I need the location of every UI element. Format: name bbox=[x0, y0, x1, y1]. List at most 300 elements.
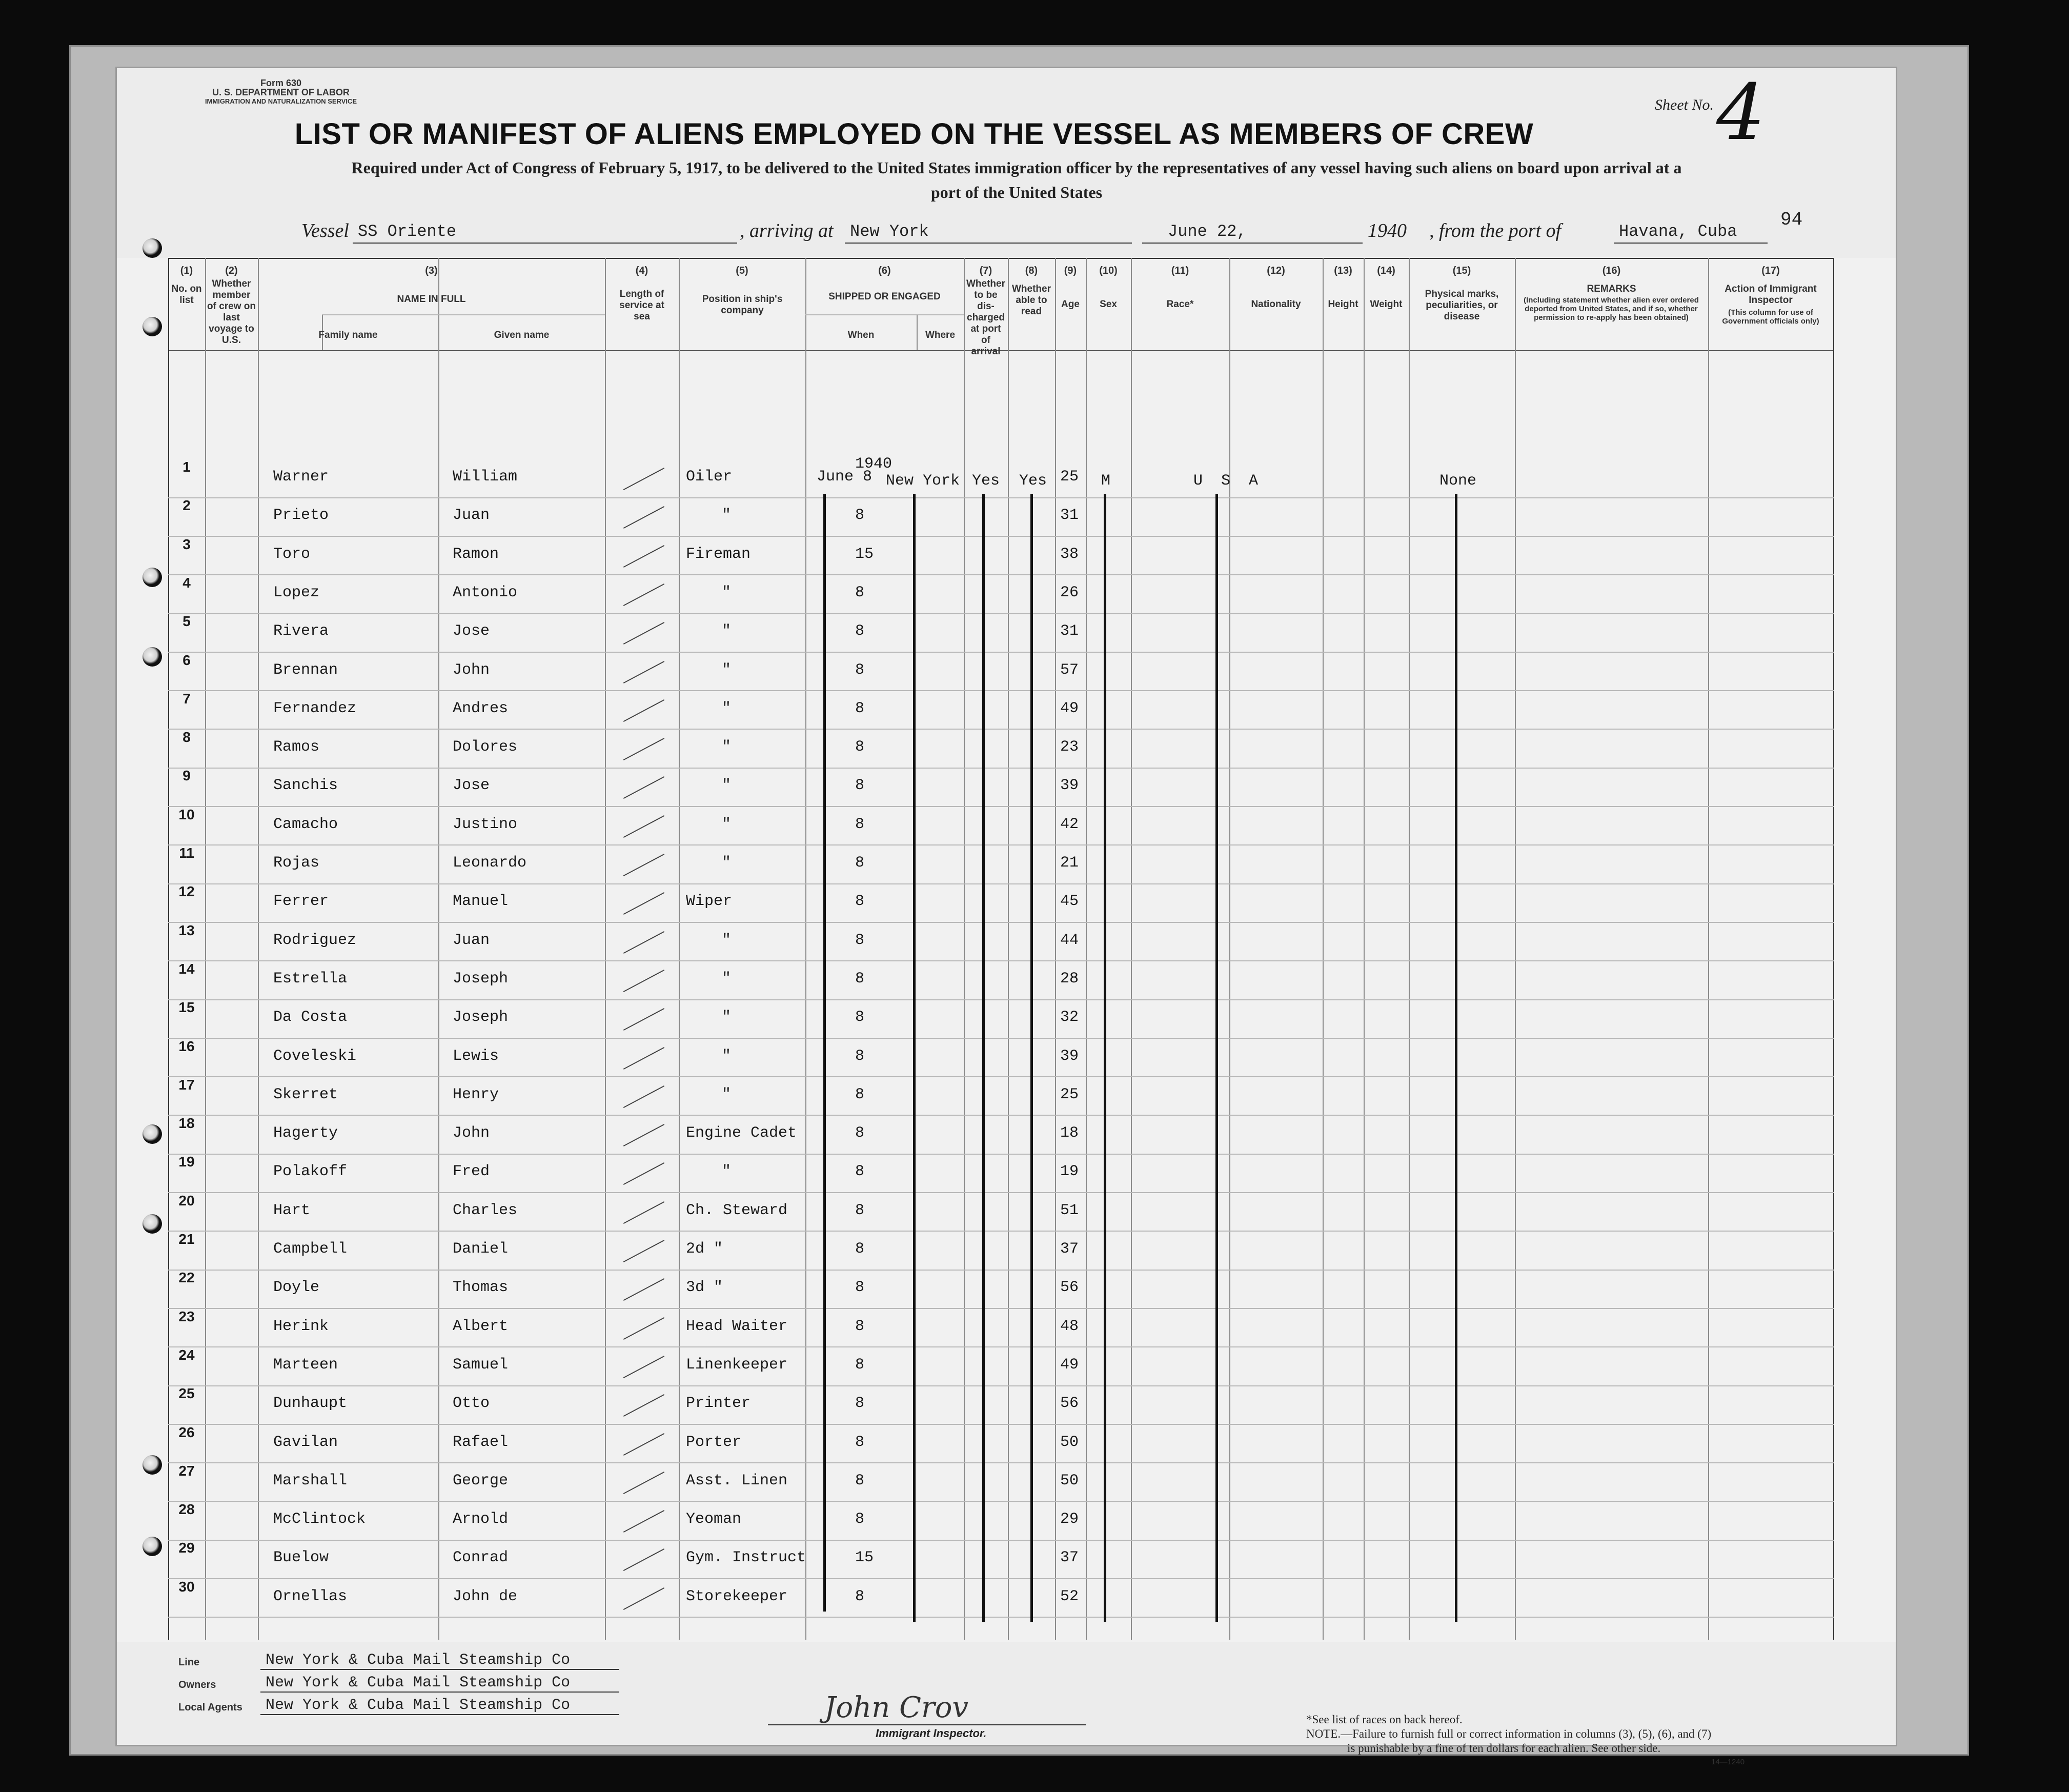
row-rule bbox=[168, 1308, 1834, 1309]
row-number: 6 bbox=[182, 652, 191, 668]
table-top-rule bbox=[168, 258, 1834, 259]
age: 37 bbox=[1060, 1549, 1079, 1567]
row-number: 26 bbox=[178, 1424, 195, 1440]
row-number: 25 bbox=[178, 1385, 195, 1402]
row-number: 16 bbox=[178, 1038, 195, 1054]
shipped-when: 8 bbox=[855, 661, 865, 679]
family-name: Rojas bbox=[273, 854, 320, 872]
shipped-when: 8 bbox=[855, 893, 865, 911]
page-number: 94 bbox=[1780, 209, 1803, 230]
col-17-label: Action of Immigrant Inspector bbox=[1725, 284, 1817, 306]
given-name: Ramon bbox=[453, 545, 499, 563]
family-name: Ramos bbox=[273, 738, 320, 756]
given-name: Lewis bbox=[453, 1047, 499, 1065]
binder-ring bbox=[143, 568, 162, 587]
position: Storekeeper bbox=[686, 1587, 788, 1605]
ditto-line-when bbox=[823, 494, 826, 1612]
penalty-note-1: NOTE.—Failure to furnish full or correct information in columns (3), (5), (6), and (7) bbox=[1306, 1727, 1712, 1740]
given-name: Jose bbox=[453, 777, 490, 795]
col-border bbox=[1364, 258, 1365, 1640]
given-name: Joseph bbox=[453, 970, 509, 988]
row-rule bbox=[168, 613, 1834, 614]
service-slash-mark bbox=[623, 506, 664, 529]
service-slash-mark bbox=[623, 1240, 664, 1262]
col-14-num: (14) bbox=[1377, 265, 1395, 276]
family-name: Estrella bbox=[273, 970, 348, 988]
shipped-when: 8 bbox=[855, 854, 865, 872]
shipped-when: 8 bbox=[855, 622, 865, 640]
row-rule bbox=[168, 1231, 1834, 1232]
given-name: Fred bbox=[453, 1163, 490, 1181]
given-name: Conrad bbox=[453, 1549, 509, 1567]
shipped-when: 8 bbox=[855, 1124, 865, 1142]
row-number: 7 bbox=[182, 690, 191, 707]
col-5-num: (5) bbox=[736, 265, 748, 276]
position: " bbox=[722, 931, 732, 949]
row-rule bbox=[168, 536, 1834, 537]
owners-label: Owners bbox=[178, 1679, 216, 1690]
shipped-when: 8 bbox=[855, 1085, 865, 1103]
department: U. S. DEPARTMENT OF LABOR bbox=[212, 87, 350, 97]
service-slash-mark bbox=[623, 622, 664, 645]
service-slash-mark bbox=[623, 1472, 664, 1494]
shipped-when: 8 bbox=[855, 815, 865, 833]
ditto-line-sex bbox=[1104, 494, 1106, 1622]
age: 44 bbox=[1060, 931, 1079, 949]
row-rule bbox=[168, 1346, 1834, 1347]
col-11-label: Race* bbox=[1166, 299, 1194, 310]
service-slash-mark bbox=[623, 1162, 664, 1185]
age: 25 bbox=[1060, 1085, 1079, 1103]
age: 26 bbox=[1060, 583, 1079, 601]
age: 38 bbox=[1060, 545, 1079, 563]
row-rule bbox=[168, 960, 1834, 961]
row-number: 23 bbox=[178, 1308, 195, 1324]
family-name: Ferrer bbox=[273, 893, 329, 911]
binder-ring bbox=[143, 647, 162, 667]
family-name: Polakoff bbox=[273, 1163, 348, 1181]
row-rule bbox=[168, 1578, 1834, 1579]
page-title: LIST OR MANIFEST OF ALIENS EMPLOYED ON THE VESSEL AS MEMBERS OF CREW bbox=[294, 117, 1534, 151]
position: " bbox=[722, 1009, 732, 1026]
given-name: Arnold bbox=[453, 1511, 509, 1528]
owners-rule bbox=[260, 1692, 619, 1693]
from-label: , from the port of bbox=[1429, 220, 1561, 241]
given-name: Otto bbox=[453, 1395, 490, 1413]
col-10-label: Sex bbox=[1100, 299, 1117, 310]
shipped-when: 8 bbox=[855, 1009, 865, 1026]
col-12-label: Nationality bbox=[1251, 299, 1301, 310]
row-rule bbox=[168, 497, 1834, 498]
given-name: Samuel bbox=[453, 1356, 509, 1374]
row-rule bbox=[168, 883, 1834, 884]
shipped-when: 8 bbox=[855, 1047, 865, 1065]
col-border bbox=[1131, 258, 1132, 1640]
form-code: 14—1240 bbox=[1711, 1758, 1745, 1766]
col-16-num: (16) bbox=[1602, 265, 1621, 276]
col-8-num: (8) bbox=[1025, 265, 1038, 276]
given-name: John bbox=[453, 661, 490, 679]
service-slash-mark bbox=[623, 1587, 664, 1610]
service-slash-mark bbox=[623, 545, 664, 568]
given-name: Dolores bbox=[453, 738, 518, 756]
given-name: Albert bbox=[453, 1317, 509, 1335]
position: " bbox=[722, 661, 732, 679]
shipped-when: 8 bbox=[855, 1356, 865, 1374]
age: 18 bbox=[1060, 1124, 1079, 1142]
col-16-label: REMARKS bbox=[1587, 284, 1636, 294]
vessel-name: SS Oriente bbox=[358, 222, 457, 241]
col-10-num: (10) bbox=[1099, 265, 1118, 276]
family-name: Campbell bbox=[273, 1240, 348, 1258]
row-rule bbox=[168, 1540, 1834, 1541]
position: Ch. Steward bbox=[686, 1201, 788, 1219]
family-name: Ornellas bbox=[273, 1587, 348, 1605]
given-name: William bbox=[453, 468, 518, 486]
family-name: Gavilan bbox=[273, 1433, 338, 1451]
family-name: Warner bbox=[273, 468, 329, 486]
row-number: 1 bbox=[182, 459, 191, 475]
position: Head Waiter bbox=[686, 1317, 788, 1335]
service-slash-mark bbox=[623, 1356, 664, 1378]
sex-value: M bbox=[1101, 472, 1111, 490]
col-border bbox=[1229, 258, 1230, 1640]
manifest-sheet bbox=[115, 67, 1897, 1766]
row-number: 30 bbox=[178, 1578, 195, 1595]
service-slash-mark bbox=[623, 1201, 664, 1224]
position: " bbox=[722, 1085, 732, 1103]
family-name: Rodriguez bbox=[273, 931, 357, 949]
family-name: Lopez bbox=[273, 583, 320, 601]
age: 39 bbox=[1060, 777, 1079, 795]
family-name: Skerret bbox=[273, 1085, 338, 1103]
row-number: 12 bbox=[178, 883, 195, 900]
shipped-when: 8 bbox=[855, 1279, 865, 1297]
row-rule bbox=[168, 999, 1834, 1000]
row-number: 9 bbox=[182, 768, 191, 784]
family-name: Dunhaupt bbox=[273, 1395, 348, 1413]
arriving-label: , arriving at bbox=[740, 220, 834, 241]
position: Porter bbox=[686, 1433, 742, 1451]
col-13-num: (13) bbox=[1334, 265, 1352, 276]
family-name: Hart bbox=[273, 1201, 311, 1219]
age: 21 bbox=[1060, 854, 1079, 872]
position: " bbox=[722, 854, 732, 872]
position: " bbox=[722, 815, 732, 833]
when-header: When bbox=[847, 330, 875, 340]
col-border bbox=[1323, 258, 1324, 1640]
col-5-label: Position in ship's company bbox=[702, 294, 783, 316]
col-border bbox=[1833, 258, 1834, 1640]
service-slash-mark bbox=[623, 699, 664, 722]
row-number: 8 bbox=[182, 729, 191, 746]
col-2-num: (2) bbox=[225, 265, 238, 276]
given-name: Rafael bbox=[453, 1433, 509, 1451]
service-slash-mark bbox=[623, 1124, 664, 1146]
shipped-when: 8 bbox=[855, 699, 865, 717]
service-slash-mark bbox=[623, 738, 664, 760]
service-slash-mark bbox=[623, 854, 664, 876]
race-nationality-value: U S A bbox=[1193, 472, 1259, 490]
col-border bbox=[605, 258, 606, 1640]
shipped-when: 8 bbox=[855, 1433, 865, 1451]
shipped-year: 1940 bbox=[855, 455, 892, 473]
ditto-line-race bbox=[1215, 494, 1218, 1622]
age: 42 bbox=[1060, 815, 1079, 833]
service-slash-mark bbox=[623, 1085, 664, 1108]
age: 25 bbox=[1060, 468, 1079, 486]
age: 49 bbox=[1060, 1356, 1079, 1374]
given-name-header: Given name bbox=[494, 330, 550, 340]
shipped-when: 8 bbox=[855, 1201, 865, 1219]
service-slash-mark bbox=[623, 468, 664, 490]
service-slash-mark bbox=[623, 1317, 664, 1340]
service-slash-mark bbox=[623, 660, 664, 683]
given-name: Charles bbox=[453, 1201, 518, 1219]
position: Oiler bbox=[686, 468, 733, 486]
row-rule bbox=[168, 729, 1834, 730]
col-6-label: SHIPPED OR ENGAGED bbox=[828, 291, 941, 302]
age: 56 bbox=[1060, 1279, 1079, 1297]
service-slash-mark bbox=[623, 931, 664, 954]
signature-rule bbox=[768, 1724, 1086, 1725]
row-number: 18 bbox=[178, 1115, 195, 1132]
service-slash-mark bbox=[623, 1548, 664, 1571]
row-rule bbox=[168, 922, 1834, 923]
row-rule bbox=[168, 768, 1834, 769]
remarks-note: (Including statement whether alien ever ordered deported from United States, and if so, whether permission to re-apply has been obtained) bbox=[1524, 296, 1699, 322]
service-slash-mark bbox=[623, 892, 664, 915]
row-number: 29 bbox=[178, 1540, 195, 1556]
subheader-rule bbox=[805, 314, 964, 315]
age: 56 bbox=[1060, 1395, 1079, 1413]
service-slash-mark bbox=[623, 776, 664, 799]
position: Engine Cadet bbox=[686, 1124, 797, 1142]
row-rule bbox=[168, 652, 1834, 653]
shipped-when: 8 bbox=[855, 1511, 865, 1528]
col-border bbox=[679, 258, 680, 1640]
row-rule bbox=[168, 806, 1834, 807]
row-rule bbox=[168, 690, 1834, 691]
row-number: 2 bbox=[182, 497, 191, 514]
agents-label: Local Agents bbox=[178, 1702, 242, 1713]
binder-ring bbox=[143, 1214, 162, 1234]
vessel-label: Vessel bbox=[301, 220, 349, 241]
physical-marks-value: None bbox=[1439, 472, 1477, 490]
service-slash-mark bbox=[623, 1046, 664, 1069]
inspector-signature: John Crov bbox=[824, 1691, 969, 1724]
subtitle-line-2: port of the United States bbox=[930, 183, 1103, 202]
col-border bbox=[1515, 258, 1516, 1640]
row-rule bbox=[168, 1617, 1834, 1618]
family-name: Camacho bbox=[273, 815, 338, 833]
col-9-label: Age bbox=[1061, 299, 1080, 310]
row-number: 20 bbox=[178, 1192, 195, 1209]
col-13-label: Height bbox=[1328, 299, 1358, 310]
age: 32 bbox=[1060, 1009, 1079, 1026]
col-15-num: (15) bbox=[1452, 265, 1471, 276]
col-3-label: NAME IN FULL bbox=[397, 294, 466, 305]
shipped-when: June 8 bbox=[817, 468, 873, 486]
penalty-note-2: is punishable by a fine of ten dollars for each alien. See other side. bbox=[1347, 1742, 1661, 1755]
family-name-header: Family name bbox=[318, 330, 378, 340]
age: 45 bbox=[1060, 893, 1079, 911]
position: Linenkeeper bbox=[686, 1356, 788, 1374]
inspector-label: Immigrant Inspector. bbox=[876, 1727, 987, 1740]
age: 39 bbox=[1060, 1047, 1079, 1065]
service: IMMIGRATION AND NATURALIZATION SERVICE bbox=[205, 97, 357, 105]
col-4-num: (4) bbox=[635, 265, 648, 276]
age: 57 bbox=[1060, 661, 1079, 679]
col-border bbox=[1086, 258, 1087, 1640]
col-15-label: Physical marks, peculiarities, or disease bbox=[1425, 289, 1499, 322]
binder-ring bbox=[143, 317, 162, 336]
shipped-when: 8 bbox=[855, 583, 865, 601]
row-rule bbox=[168, 1154, 1834, 1155]
row-number: 17 bbox=[178, 1076, 195, 1093]
agents-rule bbox=[260, 1714, 619, 1715]
age: 52 bbox=[1060, 1587, 1079, 1605]
row-number: 22 bbox=[178, 1270, 195, 1286]
shipped-when: 8 bbox=[855, 931, 865, 949]
arrival-date: June 22, bbox=[1168, 222, 1247, 241]
family-name: Marteen bbox=[273, 1356, 338, 1374]
age: 51 bbox=[1060, 1201, 1079, 1219]
col-border bbox=[1055, 258, 1056, 1640]
col-border bbox=[438, 258, 439, 1640]
given-name: Leonardo bbox=[453, 854, 527, 872]
position: " bbox=[722, 622, 732, 640]
shipped-when: 8 bbox=[855, 1163, 865, 1181]
given-name: Justino bbox=[453, 815, 518, 833]
row-rule bbox=[168, 1115, 1834, 1116]
shipped-when: 15 bbox=[855, 1549, 874, 1567]
family-name: Rivera bbox=[273, 622, 329, 640]
age: 31 bbox=[1060, 507, 1079, 525]
col-border bbox=[1008, 258, 1009, 1640]
col-17-num: (17) bbox=[1761, 265, 1780, 276]
sheet-number-value: 4 bbox=[1716, 68, 1766, 157]
row-number: 28 bbox=[178, 1501, 195, 1518]
form-id bbox=[173, 78, 389, 106]
shipped-when: 8 bbox=[855, 1587, 865, 1605]
family-name: Hagerty bbox=[273, 1124, 338, 1142]
position: " bbox=[722, 1047, 732, 1065]
family-name: Herink bbox=[273, 1317, 329, 1335]
col-8-label: Whether able to read bbox=[1012, 284, 1051, 317]
age: 31 bbox=[1060, 622, 1079, 640]
inspector-note: (This column for use of Government officials only) bbox=[1722, 308, 1819, 326]
col-9-num: (9) bbox=[1064, 265, 1077, 276]
age: 23 bbox=[1060, 738, 1079, 756]
shipped-where: New York bbox=[886, 472, 960, 490]
col-1-label: No. on list bbox=[171, 284, 202, 306]
from-rule bbox=[1614, 243, 1768, 244]
footer bbox=[117, 1642, 1896, 1766]
where-header: Where bbox=[925, 330, 956, 340]
position: 3d " bbox=[686, 1279, 723, 1297]
subheader-rule bbox=[322, 314, 605, 315]
service-slash-mark bbox=[623, 1008, 664, 1031]
row-number: 21 bbox=[178, 1231, 195, 1247]
from-port: Havana, Cuba bbox=[1619, 222, 1737, 241]
family-name: Coveleski bbox=[273, 1047, 357, 1065]
row-rule bbox=[168, 844, 1834, 845]
shipped-when: 8 bbox=[855, 1240, 865, 1258]
age: 50 bbox=[1060, 1472, 1079, 1489]
given-name: John de bbox=[453, 1587, 518, 1605]
age: 50 bbox=[1060, 1433, 1079, 1451]
line-label: Line bbox=[178, 1657, 200, 1668]
line-value: New York & Cuba Mail Steamship Co bbox=[266, 1652, 571, 1669]
family-name: Brennan bbox=[273, 661, 338, 679]
page-subtitle bbox=[184, 155, 1850, 205]
given-name: Daniel bbox=[453, 1240, 509, 1258]
position: Fireman bbox=[686, 545, 751, 563]
given-name: Jose bbox=[453, 622, 490, 640]
age: 48 bbox=[1060, 1317, 1079, 1335]
binder-ring bbox=[143, 1455, 162, 1475]
binder-ring bbox=[143, 1537, 162, 1556]
races-note: *See list of races on back hereof. bbox=[1306, 1713, 1463, 1726]
col-border bbox=[805, 258, 806, 1640]
col-12-num: (12) bbox=[1267, 265, 1285, 276]
row-rule bbox=[168, 1038, 1834, 1039]
row-rule bbox=[168, 1076, 1834, 1077]
row-rule bbox=[168, 574, 1834, 575]
col-6-num: (6) bbox=[878, 265, 891, 276]
shipped-when: 8 bbox=[855, 1395, 865, 1413]
row-number: 27 bbox=[178, 1462, 195, 1479]
position: " bbox=[722, 1163, 732, 1181]
col-border bbox=[258, 258, 259, 1640]
family-name: Sanchis bbox=[273, 777, 338, 795]
date-rule bbox=[1142, 243, 1363, 244]
col-1-num: (1) bbox=[180, 265, 193, 276]
ditto-line-where bbox=[913, 494, 916, 1622]
given-name: Antonio bbox=[453, 583, 518, 601]
service-slash-mark bbox=[623, 1433, 664, 1455]
col-border bbox=[964, 258, 965, 1640]
family-name: McClintock bbox=[273, 1511, 366, 1528]
position: " bbox=[722, 507, 732, 525]
position: Asst. Linen bbox=[686, 1472, 788, 1489]
given-name: Juan bbox=[453, 507, 490, 525]
given-name: John bbox=[453, 1124, 490, 1142]
position: Wiper bbox=[686, 893, 733, 911]
family-name: Da Costa bbox=[273, 1009, 348, 1026]
subtitle-line-1: Required under Act of Congress of February 5, 1917, to be delivered to the United States immigration officer by the representatives of any vessel having such aliens on board upon arrival at a bbox=[351, 158, 1682, 177]
position: Gym. Instruct bbox=[686, 1549, 806, 1567]
col-3-num: (3) bbox=[425, 265, 438, 276]
given-name: George bbox=[453, 1472, 509, 1489]
row-number: 15 bbox=[178, 999, 195, 1016]
service-slash-mark bbox=[623, 583, 664, 606]
given-name: Manuel bbox=[453, 893, 509, 911]
ditto-line-discharged bbox=[982, 494, 985, 1622]
row-rule bbox=[168, 1385, 1834, 1386]
vessel-line bbox=[117, 222, 1896, 248]
shipped-when: 8 bbox=[855, 777, 865, 795]
arriving-rule bbox=[845, 243, 1132, 244]
age: 19 bbox=[1060, 1163, 1079, 1181]
row-number: 13 bbox=[178, 922, 195, 938]
position: " bbox=[722, 699, 732, 717]
shipped-when: 8 bbox=[855, 1317, 865, 1335]
ditto-line-read bbox=[1030, 494, 1033, 1622]
position: " bbox=[722, 738, 732, 756]
given-name: Joseph bbox=[453, 1009, 509, 1026]
